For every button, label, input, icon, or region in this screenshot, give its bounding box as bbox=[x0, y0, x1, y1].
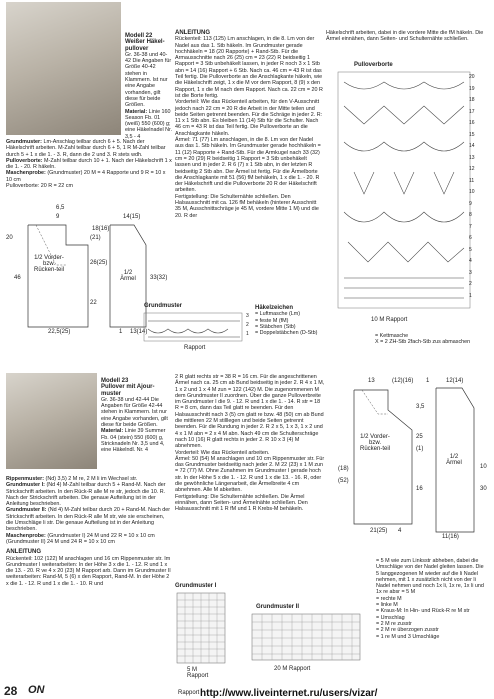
schema1-dim-7: 46 bbox=[14, 275, 21, 281]
chart1-rapport: 10 M Rapport bbox=[371, 317, 408, 323]
legend1-item: = Luftmasche (Lm) bbox=[255, 311, 301, 318]
model23-photo bbox=[6, 373, 97, 469]
legend2-item: = 5 M wie zum Linksstr abheben, dabei die Umschläge von der Nadel gleiten lassen. Die 5 langgezogenen M wieder auf die li Nadel nehmen, mit 1 x zusätzlich nicht von der li Nadel nehmen und noch 1x li, 1x re, 1x li und 1x re absr = 5 M bbox=[376, 558, 484, 596]
legend2-item: = linke M bbox=[376, 602, 398, 609]
anleitung23b-text4: Fertigstellung: Die Schulternähte schließen. Die Ärmel einnähen, dann Seiten- und Ärmelnähte schließen. Den Halsausschnitt mit 1 R fM und 1 R Krebs-M behäkeln. bbox=[175, 493, 308, 513]
model23-intro: Gr. 36-38 und 42-44 Die Angaben für Größe 42-44 stehen in Klammern. Ist nur eine Angabe vorhanden, gilt diese für beide Größen. bbox=[101, 396, 168, 429]
chart2-row: 3 bbox=[246, 313, 249, 319]
chart1-row: 13 bbox=[469, 154, 475, 161]
legend1-item: = feste M (fM) bbox=[255, 317, 289, 324]
chart3-rapport: 5 M Rapport bbox=[187, 667, 209, 679]
chart1-row: 1 bbox=[469, 292, 472, 299]
chart2-title: Grundmuster bbox=[144, 303, 183, 309]
schema2-drawing bbox=[330, 374, 490, 542]
schema1-dim-9: 33(32) bbox=[150, 275, 168, 281]
legend2-item: = Umschlag bbox=[376, 614, 405, 621]
schema1-dim-11: 1 bbox=[119, 329, 123, 335]
t1-label: Rippenmuster: bbox=[6, 476, 45, 482]
chart1-title: Pulloverborte bbox=[354, 62, 393, 68]
schema2-dim-2: 1 bbox=[426, 378, 430, 384]
schema1-dim-1: 9 bbox=[56, 214, 60, 220]
legend2-item: = 2 M re zusstr bbox=[376, 620, 412, 627]
chart3-grid bbox=[177, 593, 227, 665]
chart3-title: Grundmuster I bbox=[175, 583, 217, 589]
anleitung22-text5: Häkelschrift arbeiten, dabei in die vordere Mitte die fM häkeln. Die Ärmel einnähen, dann Seiten- und Schulternähte schließen. bbox=[326, 30, 484, 43]
schema1-dim-3: 18(16) bbox=[92, 226, 110, 232]
legend1-note: = Kettmasche bbox=[375, 333, 409, 339]
chart4 bbox=[248, 604, 368, 684]
chart2-rapport: Rapport bbox=[184, 345, 206, 351]
legend2-item: = 2 M re überzogen zusstr bbox=[376, 627, 439, 634]
material-label: Material: bbox=[125, 108, 148, 115]
anleitung23a-text: Rückenteil: 102 (122) M anschlagen und 16 cm Rippenmuster str. Im Grundmuster I weiterarbeiten: In der Höhe 3 x die 1. - 12. R und 1 x die 13. - 20. R ve 4 x 20 (23) M Rapport arb. Dann im Grundmuster II weiterarbeiten: Rand-M, 5 (6) x den Rapport, Rand-M. In der Höhe 2 x die 1. - 12. R und 1 x die 1. - 10. R und bbox=[6, 555, 171, 587]
schema2-dim-6: (1) bbox=[416, 446, 424, 452]
chart1-grid bbox=[338, 72, 478, 312]
chart1-row: 18 bbox=[469, 97, 475, 103]
model23-info bbox=[101, 378, 171, 454]
schema1-label-sleeve: 1/2 Ärmel bbox=[120, 270, 136, 282]
model22-intro: Gr. 36-38 und 40-42 Die Angaben für Größe 40-42 stehen in Klammern. Ist nur eine Angabe vorhanden, gilt diese für beide Größen. bbox=[125, 51, 172, 109]
schema2-label-sleeve: 1/2 Ärmel bbox=[446, 454, 462, 466]
legend1-notes bbox=[375, 333, 485, 346]
p2-label: Pulloverborte: bbox=[6, 157, 43, 164]
schema2-label-body: 1/2 Vorder- bzw. Rücken-teil bbox=[359, 434, 390, 452]
chart1-row-labels bbox=[469, 72, 475, 302]
anleitung23b-text3: Ärmel: 50 (54) M anschlagen und 10 cm Rippenmuster str. Für das Grundmuster beidseitig nach jeder 2. M 22 (23) x 1 M zun = 72 (77) M. Ohne Zunahmen im Grundmuster I gerade hoch str. In der Höhe 5 x die 1. - 12. R und 1 x die 13. - 16. R, oder die gewöhnliche Längenarbeit, die Ärmelbreite 4 cm abnehmen. Alle M abketten. bbox=[175, 455, 325, 494]
model23-material-label: Material: bbox=[101, 428, 124, 435]
t3-text: (Nd 4) M-Zahl teilbar durch 20 + Rand-M. Nach der Strickschrift arbeiten. In den Rück-R alle M str, wie sie erscheinen, die Umschläge li str. Die genaue Aufteilung ist in der Anleitung beschrieben. bbox=[6, 507, 171, 533]
chart2-row: 2 bbox=[246, 322, 249, 328]
schema2-dim-11: (52) bbox=[338, 478, 349, 484]
p1-text: Lm-Anschlag teilbar durch 6 + 5. Nach der Häkelschrift arbeiten. M-Zahl teilbar durch 6 + 5, 1 R M-Zahl teilbar durch 5 + 1 x die 1. - 3. R, dann die 2 und 3. R stets wdh. bbox=[6, 139, 166, 158]
schema2-dim-3: 12(14) bbox=[446, 378, 464, 384]
model23-title: Modell 23 bbox=[101, 378, 129, 384]
p3-label: Maschenprobe: bbox=[6, 170, 46, 177]
chart1-row: 16 bbox=[469, 120, 475, 126]
chart1-row: 19 bbox=[469, 85, 475, 92]
anleitung22-title: ANLEITUNG bbox=[175, 30, 210, 36]
p4-text: Pulloverborte: 20 R = 22 cm bbox=[6, 183, 73, 190]
chart1-row: 2 bbox=[469, 281, 472, 287]
model22-photo bbox=[6, 2, 121, 135]
legend1-item: = Doppelstäbchen (D-Stb) bbox=[255, 330, 318, 337]
anleitung22 bbox=[175, 30, 323, 219]
anleitung23-title: ANLEITUNG bbox=[6, 549, 41, 556]
chart1-row: 4 bbox=[469, 258, 472, 264]
schema2-dim-0: 13 bbox=[368, 378, 375, 384]
model22-patterns bbox=[6, 139, 172, 189]
schema2 bbox=[330, 374, 490, 542]
legend2-item: = Kraus-M: In Hin- und Rück-R re M str bbox=[376, 608, 470, 615]
chart1-row: 8 bbox=[469, 212, 472, 218]
chart1-row: 5 bbox=[469, 246, 472, 253]
t3-label: Grundmuster II: bbox=[6, 507, 47, 514]
schema2-dim-13: 4 bbox=[398, 528, 402, 534]
schema2-dim-12: 21(25) bbox=[370, 528, 388, 534]
schema1-dim-0: 6,5 bbox=[56, 205, 65, 211]
chart1-row: 12 bbox=[469, 166, 475, 172]
chart1 bbox=[326, 62, 491, 332]
chart1-row: 9 bbox=[469, 200, 472, 207]
schema2-dim-9: 16 bbox=[416, 486, 423, 492]
chart3 bbox=[175, 583, 245, 683]
schema2-dim-14: 11(16) bbox=[442, 534, 459, 540]
anleitung23b-text: 2 R glatt rechts str = 38 R = 16 cm. Für die angeschrittenen Ärmel nach ca. 25 cm ab Bund beidseitig in jeder 2. R 4 x 1 M, 1 x 2 und 1 x 4 M zun = 122 (142) M. Die zugenommenen M dem Grundmuster II zuordnen. Über die ganze Pulloverbreite im Grundmuster I die 9. - 12. R und 1 x die 1. - 14. R str = 18 R = 8 cm, dann das Teil glatt re beenden. Für den Halsausschnitt nach 3 (5) cm glatt re bzw. 48 (50) cm ab Bund die mittleren 22 M stilllegen und beide Seiten getrennt beenden. Für die Rundung in jeder 2. R 2 x 5, 1 x 3, 1 x 2 und 4 x 1 M abn = 2 x 4 M abn. Nach 49 cm die Schulterschräge nach 10 (16) R glatt rechts in jeder 2. R 10 x 3 (4) M abnehmen. bbox=[175, 374, 325, 450]
schema2-dim-7: 10 bbox=[480, 464, 487, 470]
legend1-item: = Stäbchen (Stb) bbox=[255, 323, 296, 330]
brand-logo: ON bbox=[28, 684, 45, 696]
anleitung22-text1: Rückenteil: 113 (125) Lm anschlagen, in die 8. Lm von der Nadel aus das 1. Stb häkeln. Im Grundmuster gerade hochhäkeln = 18 (20 Rapporte) + Rand-Stb. Für die Armausschnitte nach 26 (25) cm = 23 (22) R beidseitig 1 Rapport = 3 Stb unbehäkelt lassen, in jeder R noch 3 x 1 Stb abn = 14 (16) Rapport + 6 Stb. Nach ca. 46 cm = 43 R ist das Teil fertig. Die Pulloverborte an die Anschlagkante häkeln, wie die Häkelschrift zeigt, 1 x die M vor dem Rapport, 8 (9) x den Rapport, 1 x die M nach dem Rapport. Nach ca. 22 cm = 20 R ist die Borte fertig. bbox=[175, 36, 323, 99]
anleitung22-cont bbox=[326, 30, 486, 43]
model22-title: Modell 22 bbox=[125, 33, 153, 39]
t2-text: (Nd 4) M-Zahl teilbar durch 5 + Rand-M. Nach der Strickschrift arbeiten. In den Rück-R alle M re str, jedoch die 10. R. Nach der Strickschrift arbeiten. Die genaue Aufteilung ist in der Anleitung beschrieben. bbox=[6, 482, 166, 508]
model23-subtitle: Pullover mit Ajour-muster bbox=[101, 384, 155, 397]
chart1-row: 7 bbox=[469, 223, 472, 230]
chart1-row: 17 bbox=[469, 108, 475, 115]
schema1-dim-6: 26(25) bbox=[90, 260, 108, 266]
schema1-label-body: 1/2 Vorder- bzw. Rücken-teil bbox=[34, 255, 65, 273]
schema1-dim-4: 20 bbox=[6, 235, 13, 241]
model22-material: Linie 160 Season Fb. 01 (weiß) 550 (600) g; eine Häkelnadel Nr. 3,5 - 4 bbox=[125, 108, 173, 140]
chart2-rows bbox=[246, 312, 249, 339]
chart1-row: 20 bbox=[469, 74, 475, 80]
schema2-dim-10: 30 bbox=[480, 486, 487, 492]
model23-material: Linie 39 Summer Fb. 04 (stein) 550 (600) g, Stricknadeln Nr. 3,5 und 4, eine Häkelndl. Nr. 4 bbox=[101, 428, 166, 454]
model22-subtitle: Weißer Häkel-pullover bbox=[125, 39, 165, 52]
chart1-row: 3 bbox=[469, 269, 472, 276]
schema2-dim-1: (12)(16) bbox=[392, 378, 414, 384]
chart4-grid bbox=[252, 614, 362, 662]
chart1-row: 10 bbox=[469, 189, 475, 195]
watermark-url[interactable]: http://www.liveinternet.ru/users/vizar/ bbox=[200, 688, 378, 699]
chart4-rapport2: Rapport bbox=[178, 690, 200, 696]
legend2-item: = 1 re M und 3 Umschläge bbox=[376, 633, 440, 640]
t4-label: Maschenprobe: bbox=[6, 532, 46, 539]
schema1-dim-10: 22,5(25) bbox=[48, 329, 71, 335]
chart2-grid bbox=[144, 313, 244, 343]
schema2-dim-8: (18) bbox=[338, 466, 349, 472]
schema2-dim-4: 3,5 bbox=[416, 404, 425, 410]
t2-label: Grundmuster I: bbox=[6, 482, 45, 489]
model23-patterns bbox=[6, 476, 172, 587]
chart2-row: 1 bbox=[246, 331, 249, 337]
t4-text: (Grundmuster I) 24 M und 22 R = 10 x 10 cm (Grundmuster II) 24 M und 24 R = 10 x 10 cm bbox=[6, 532, 155, 545]
chart1-row: 14 bbox=[469, 143, 475, 149]
t1-text: (Nd) 3,5) 2 M re, 2 M li im Wechsel str. bbox=[45, 476, 138, 482]
chart1-row: 11 bbox=[469, 177, 475, 184]
model22-info bbox=[125, 33, 173, 140]
legend1-note2: X = 2 ZH-Stb 2fach-Stb zus abmaschen bbox=[375, 339, 471, 346]
page-number: 28 bbox=[4, 684, 18, 698]
legend1-title: Häkelzeichen bbox=[255, 305, 294, 311]
chart4-title: Grundmuster II bbox=[256, 604, 300, 610]
legend2-item: = rechte M bbox=[376, 595, 402, 602]
legend2 bbox=[376, 558, 488, 640]
legend1 bbox=[255, 305, 345, 336]
schema1-dim-12: 13(14) bbox=[130, 329, 148, 335]
anleitung22-text2: Vorderteil: Wie das Rückenteil arbeiten, für den V-Ausschnitt jedoch nach 22 cm = 20 R die Arbeit in der Mitte teilen und beide Seiten getrennt beenden. Für die Schräge in jeder 2. R: 11 x 1 Stb abn. Es bleiben 11 (14) Stb für die Schulter. Nach 46 cm = 43 R ist das Teil fertig. Die Pulloverborte an die Anschlagkante häkeln. bbox=[175, 99, 323, 137]
anleitung22-text4: Fertigstellung: Die Schulternähte schließen. Den Halsausschnitt mit ca. 126 fM behäkeln (hinterer Ausschnitt 35 M, Ausschnittschräge je 45 M, vordere Mitte 1 M) und die 20. R der bbox=[175, 193, 319, 219]
schema1-dim-5: (21) bbox=[90, 235, 101, 241]
schema1-dim-2: 14(15) bbox=[123, 214, 141, 220]
chart1-row: 6 bbox=[469, 235, 472, 241]
p2-text: M-Zahl teilbar durch 10 + 1. Nach der Häkelschrift 1 x die 1. - 20. R häkeln. bbox=[6, 157, 172, 171]
chart1-row: 15 bbox=[469, 131, 475, 138]
anleitung22-text3: Ärmel: 71 (77) Lm anschlagen, in die 8. Lm von der Nadel aus das 1. Stb häkeln. Im Grundmuster gerade hochhäkeln = 11 (12) Rapporte + Rand-Stb. Für die Armkugel nach 33 (32) cm = 20 (29) R beidseitig 1 Rapport = 3 Stb unbehäkelt lassen und in jeder 2. R 6 (7) x 1 Stb abn, in der letzten R beidseitig 2 Stb abn. Der Ärmel ist fertig. Für die Ärmelborte die Anschlagkante mit 51 (56) fM behäkeln, 1 x die 1. - 20. R der Häkelschrift und die Pulloverborte 20 R der Häkelschrift arbeiten. bbox=[175, 137, 321, 194]
schema1-dim-8: 22 bbox=[90, 300, 97, 306]
p3-text: (Grundmuster) 20 M = 4 Rapporte und 9 R = 10 x 10 cm bbox=[6, 170, 166, 183]
anleitung23b-text2: Vorderteil: Wie das Rückenteil arbeiten. bbox=[175, 449, 270, 456]
chart4-rapport: 20 M Rapport bbox=[274, 666, 311, 672]
schema2-dim-5: 25 bbox=[416, 434, 423, 440]
chart2 bbox=[142, 303, 254, 358]
anleitung23b bbox=[175, 374, 325, 513]
p1-label: Grundmuster: bbox=[6, 139, 42, 145]
